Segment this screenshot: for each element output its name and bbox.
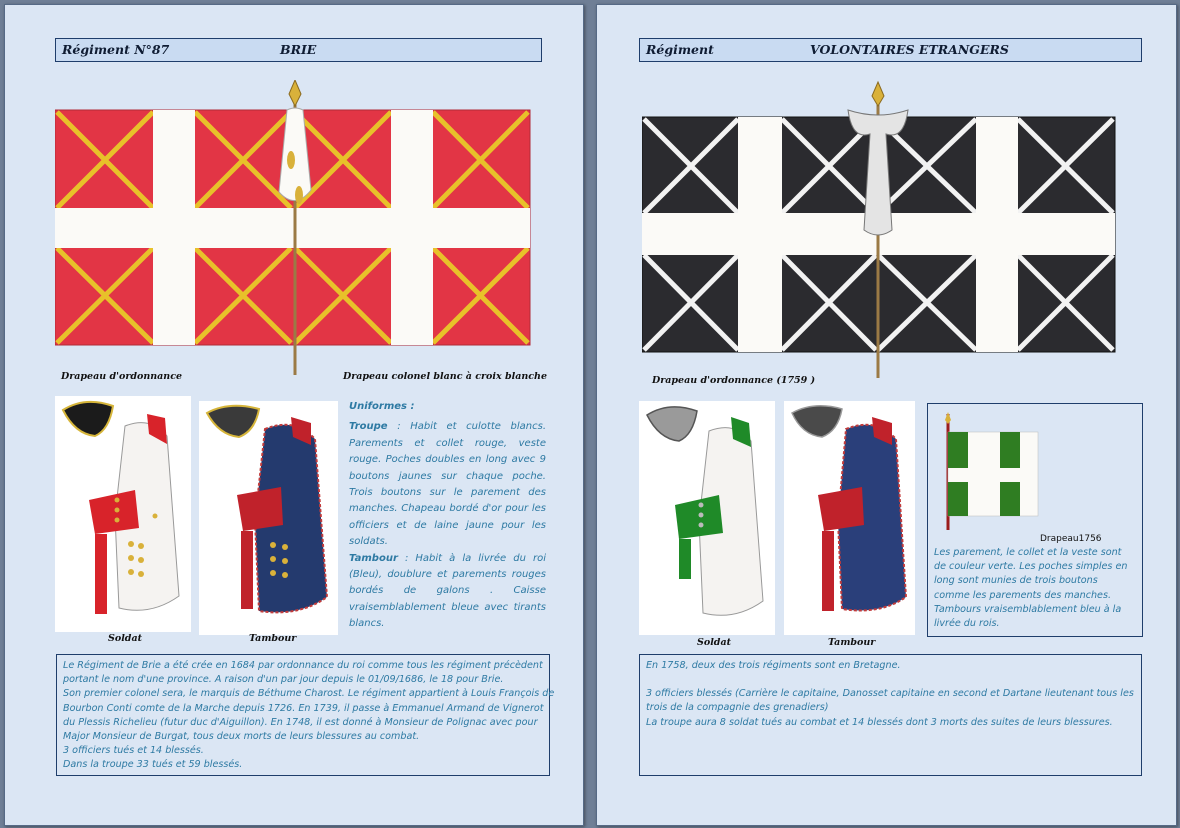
tambour-label: Tambour xyxy=(349,552,398,564)
uniform-heading: Uniformes : xyxy=(349,401,415,412)
inset-box xyxy=(927,403,1143,637)
tricorne-hat xyxy=(647,407,697,441)
troupe-text: : Habit et culotte blancs. Parements et collet rouge, veste rouge. Poches doubles en long avec 9 boutons jaunes sur chaque poche. Trois boutons sur le parement des manches. Chapeau bordé d'or pour les officiers et de laine jaune pour les soldats. xyxy=(349,421,547,548)
volontaires-flag xyxy=(642,80,1120,380)
flag-cross-v2 xyxy=(391,110,433,345)
flag-finial xyxy=(872,82,884,106)
regiment-number: Régiment N°87 xyxy=(62,42,170,57)
page-title-bar xyxy=(639,38,1142,62)
tricorne-hat xyxy=(63,402,113,436)
history-line: portant le nom d'une province. A raison d'un par jour depuis le 01/09/1686, le 18 pour Brie. xyxy=(63,674,504,686)
right-page xyxy=(596,4,1177,826)
inset-flag-caption: Drapeau1756 xyxy=(1040,534,1102,544)
cuff xyxy=(237,487,283,531)
flag-cross-v1 xyxy=(738,117,782,352)
history-box xyxy=(639,654,1142,776)
brie-flag xyxy=(55,80,535,375)
uniform-description xyxy=(349,399,546,633)
history-line: Son premier colonel sera, le marquis de Béthume Charost. Le régiment appartient à Louis François de xyxy=(63,688,555,700)
history-line: En 1758, deux des trois régiments sont en Bretagne. xyxy=(646,660,901,671)
flag-cross-h xyxy=(55,208,530,248)
cuff xyxy=(818,487,864,531)
flag-finial xyxy=(289,80,301,106)
troupe-label: Troupe xyxy=(349,421,388,433)
tricorne-hat xyxy=(207,406,259,437)
soldat-caption: Soldat xyxy=(108,633,142,644)
flag-caption-colonel: Drapeau colonel blanc à croix blanche xyxy=(343,371,548,382)
history-line: La troupe aura 8 soldat tués au combat et 14 blessés dont 3 morts des suites de leurs blessures. xyxy=(646,716,1113,728)
tambour-text: : Habit à la livrée du roi (Bleu), doublure et parements rouges bordés de galons . Caisse vraisemblablement bleue avec tirants blancs. xyxy=(349,552,546,630)
history-line: 3 officiers blessés (Carrière le capitaine, Danosset capitaine en second et Dartane lieutenant tous les xyxy=(646,688,1134,700)
flag-caption-ordonnance: Drapeau d'ordonnance xyxy=(61,371,183,382)
history-line: Dans la troupe 33 tués et 59 blessés. xyxy=(63,759,243,771)
tambour-caption: Tambour xyxy=(828,637,876,648)
left-page xyxy=(4,4,584,826)
cuff xyxy=(89,490,139,534)
flag-caption-ordonnance: Drapeau d'ordonnance (1759 ) xyxy=(652,375,816,386)
history-box xyxy=(56,654,555,776)
tambour-figure xyxy=(199,401,338,635)
history-line xyxy=(646,673,1135,687)
regiment-label: Régiment xyxy=(646,42,714,57)
history-line: Bourbon Conti comte de la Marche depuis 1726. En 1739, il passe à Emmanuel Armand de Vignerot xyxy=(63,702,544,714)
soldat-caption: Soldat xyxy=(697,637,731,648)
inset-text: Les parement, le collet et la veste sont de couleur verte. Les poches simples en long sont munies de trois boutons comme les parements des manches. Tambours vraisemblablement bleu à la livrée du rois. xyxy=(934,547,1128,630)
tricorne-hat xyxy=(792,406,842,437)
soldat-figure xyxy=(55,396,191,632)
regiment-name: BRIE xyxy=(280,42,317,57)
tambour-caption: Tambour xyxy=(249,633,297,644)
history-line: 3 officiers tués et 14 blessés. xyxy=(63,745,204,757)
history-line: Major Monsieur de Burgat, tous deux morts de leurs blessures au combat. xyxy=(63,731,420,743)
regiment-name: VOLONTAIRES ETRANGERS xyxy=(810,42,1009,57)
tambour-figure xyxy=(784,401,915,635)
soldat-figure xyxy=(639,401,775,635)
flag-cross-v2 xyxy=(976,117,1018,352)
history-line: trois de la compagnie des grenadiers) xyxy=(646,702,829,714)
cuff xyxy=(675,495,723,539)
flag-cross-v1 xyxy=(153,110,195,345)
history-line: du Plessis Richelieu (futur duc d'Aiguillon). En 1748, il est donné à Monsieur de Polignac avec pour xyxy=(63,716,538,728)
flag-1756 xyxy=(942,410,1042,534)
history-line: Le Régiment de Brie a été crée en 1684 par ordonnance du roi comme tous les régiment précèdent xyxy=(63,660,543,671)
page-title-bar xyxy=(55,38,542,62)
